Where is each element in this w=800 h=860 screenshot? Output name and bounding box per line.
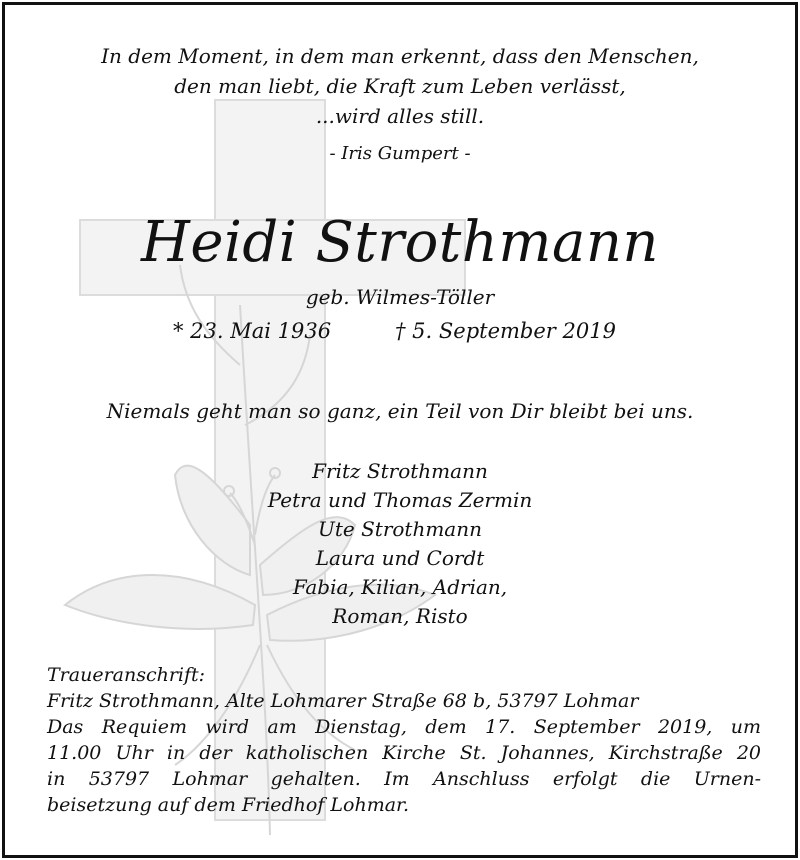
notice-line: in 53797 Lohmar gehalten. Im Anschluss erfolgt die Urnen- bbox=[47, 768, 761, 790]
quote-author: - Iris Gumpert - bbox=[329, 143, 471, 164]
quote-line-2: den man liebt, die Kraft zum Leben verlässt, bbox=[174, 74, 626, 98]
notice-heading: Traueranschrift: bbox=[47, 664, 206, 686]
obituary-card bbox=[2, 2, 798, 858]
mourner-line: Fabia, Kilian, Adrian, bbox=[292, 575, 508, 599]
mourner-line: Fritz Strothmann bbox=[312, 459, 488, 483]
birth-date: * 23. Mai 1936 bbox=[173, 319, 332, 343]
notice-line: Das Requiem wird am Dienstag, dem 17. September 2019, um bbox=[47, 716, 761, 738]
quote-line-1: In dem Moment, in dem man erkennt, dass den Menschen, bbox=[101, 44, 699, 68]
notice-line: beisetzung auf dem Friedhof Lohmar. bbox=[47, 794, 410, 816]
mourner-line: Laura und Cordt bbox=[315, 546, 485, 570]
deceased-name: Heidi Strothmann bbox=[141, 210, 659, 275]
death-date: † 5. September 2019 bbox=[395, 319, 616, 343]
funeral-notice bbox=[47, 662, 761, 818]
maiden-name: geb. Wilmes-Töller bbox=[305, 285, 495, 309]
mourner-line: Petra und Thomas Zermin bbox=[267, 488, 533, 512]
quote-line-3: ...wird alles still. bbox=[315, 104, 485, 128]
notice-line: 11.00 Uhr in der katholischen Kirche St. Johannes, Kirchstraße 20 bbox=[47, 742, 761, 764]
notice-address-line: Fritz Strothmann, Alte Lohmarer Straße 68 b, 53797 Lohmar bbox=[47, 690, 639, 712]
mourner-line: Ute Strothmann bbox=[318, 517, 482, 541]
mourner-line: Roman, Risto bbox=[332, 604, 468, 628]
memorial-motto: Niemals geht man so ganz, ein Teil von Dir bleibt bei uns. bbox=[106, 399, 694, 423]
